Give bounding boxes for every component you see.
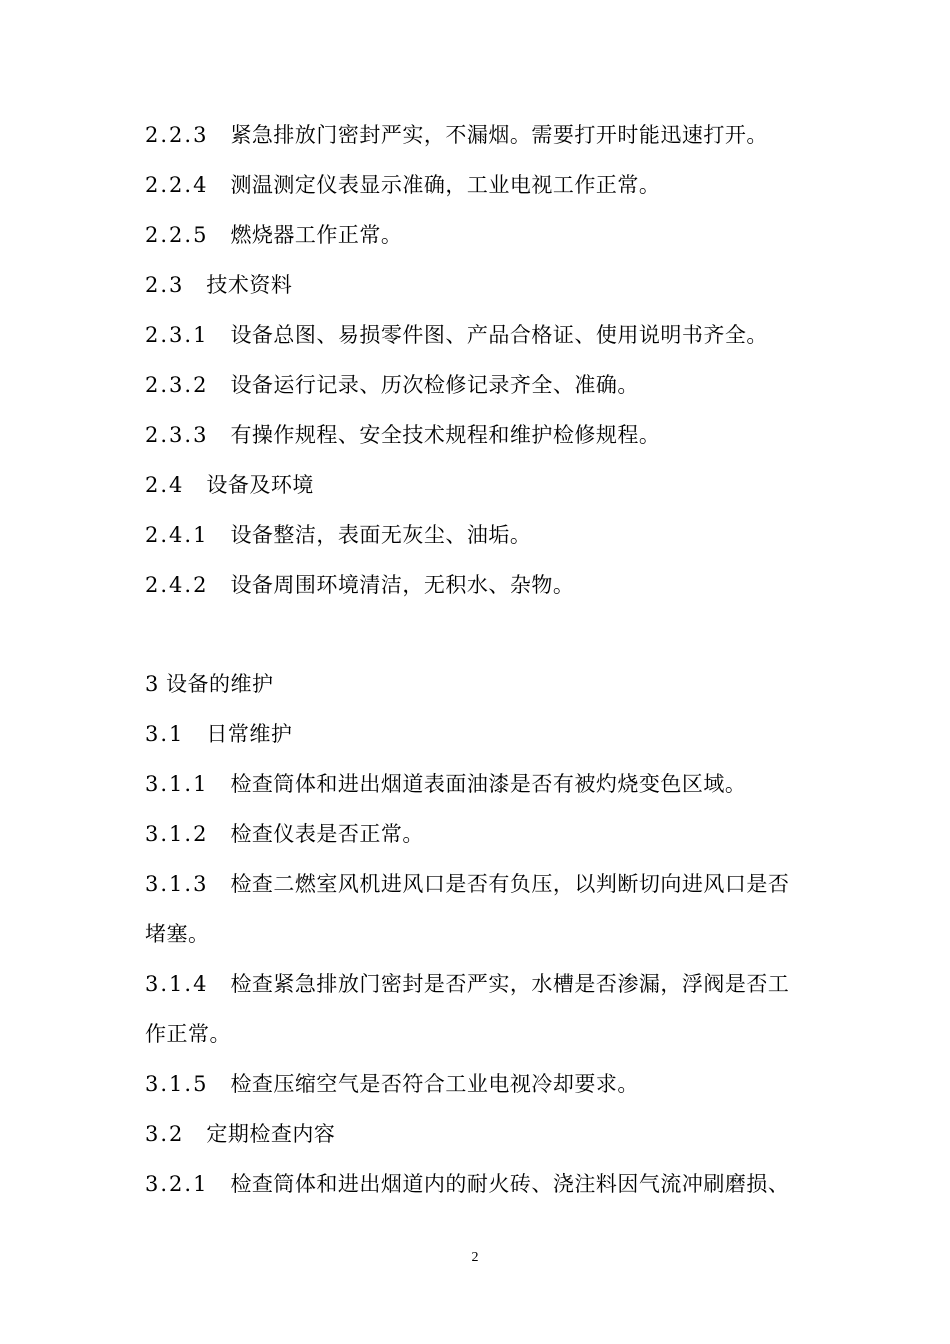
clause-number: 3.1.4 <box>145 972 209 996</box>
clause-2-3-3 <box>145 420 815 450</box>
clause-number: 3.1.2 <box>145 822 209 846</box>
clause-text: 检查筒体和进出烟道内的耐火砖、浇注料因气流冲刷磨损、 <box>230 1172 790 1196</box>
clause-text: 燃烧器工作正常。 <box>230 223 403 247</box>
clause-number: 2.3.2 <box>145 373 209 397</box>
clause-number: 3.2.1 <box>145 1172 209 1196</box>
clause-3-1-3 <box>145 869 815 899</box>
clause-text: 检查仪表是否正常。 <box>230 822 424 846</box>
section-title: 设备及环境 <box>206 473 314 497</box>
clause-number: 2.3.1 <box>145 323 209 347</box>
clause-2-4-2 <box>145 570 815 600</box>
clause-2-2-3 <box>145 120 815 150</box>
clause-text: 测温测定仪表显示准确，工业电视工作正常。 <box>230 173 661 197</box>
clause-3-1-4 <box>145 969 815 999</box>
clause-text: 有操作规程、安全技术规程和维护检修规程。 <box>230 423 661 447</box>
chapter-title: 3 设备的维护 <box>145 672 274 696</box>
section-number: 2.3 <box>145 273 185 297</box>
clause-number: 2.3.3 <box>145 423 209 447</box>
clause-text: 设备总图、易损零件图、产品合格证、使用说明书齐全。 <box>230 323 768 347</box>
clause-text: 检查压缩空气是否符合工业电视冷却要求。 <box>230 1072 639 1096</box>
clause-text: 检查筒体和进出烟道表面油漆是否有被灼烧变色区域。 <box>230 772 747 796</box>
clause-3-1-1 <box>145 769 815 799</box>
section-number: 3.1 <box>145 722 185 746</box>
clause-text: 设备周围环境清洁，无积水、杂物。 <box>230 573 575 597</box>
clause-text: 检查二燃室风机进风口是否有负压，以判断切向进风口是否 <box>230 872 790 896</box>
section-3-1-heading <box>145 719 815 749</box>
section-number: 3.2 <box>145 1122 185 1146</box>
clause-text: 设备运行记录、历次检修记录齐全、准确。 <box>230 373 639 397</box>
page-number: 2 <box>471 1250 479 1265</box>
clause-2-3-1 <box>145 320 815 350</box>
clause-number: 2.2.3 <box>145 123 209 147</box>
clause-number: 2.4.2 <box>145 573 209 597</box>
clause-number: 2.2.4 <box>145 173 209 197</box>
section-3-2-heading <box>145 1119 815 1149</box>
clause-number: 3.1.1 <box>145 772 209 796</box>
section-number: 2.4 <box>145 473 185 497</box>
clause-3-1-3-continuation <box>145 919 815 949</box>
section-title: 定期检查内容 <box>206 1122 336 1146</box>
section-2-3-heading <box>145 270 815 300</box>
clause-text: 堵塞。 <box>145 922 210 946</box>
chapter-3-heading <box>145 669 815 699</box>
clause-3-1-4-continuation <box>145 1019 815 1049</box>
clause-3-1-5 <box>145 1069 815 1099</box>
clause-number: 3.1.5 <box>145 1072 209 1096</box>
clause-text: 检查紧急排放门密封是否严实，水槽是否渗漏，浮阀是否工 <box>230 972 790 996</box>
clause-text: 紧急排放门密封严实，不漏烟。需要打开时能迅速打开。 <box>230 123 768 147</box>
section-title: 技术资料 <box>206 273 293 297</box>
section-2-4-heading <box>145 470 815 500</box>
section-title: 日常维护 <box>206 722 293 746</box>
clause-text: 作正常。 <box>145 1022 231 1046</box>
clause-number: 2.2.5 <box>145 223 209 247</box>
clause-2-3-2 <box>145 370 815 400</box>
clause-3-1-2 <box>145 819 815 849</box>
clause-3-2-1 <box>145 1169 815 1199</box>
clause-text: 设备整洁，表面无灰尘、油垢。 <box>230 523 532 547</box>
clause-number: 3.1.3 <box>145 872 209 896</box>
clause-number: 2.4.1 <box>145 523 209 547</box>
clause-2-4-1 <box>145 520 815 550</box>
clause-2-2-4 <box>145 170 815 200</box>
clause-2-2-5 <box>145 220 815 250</box>
